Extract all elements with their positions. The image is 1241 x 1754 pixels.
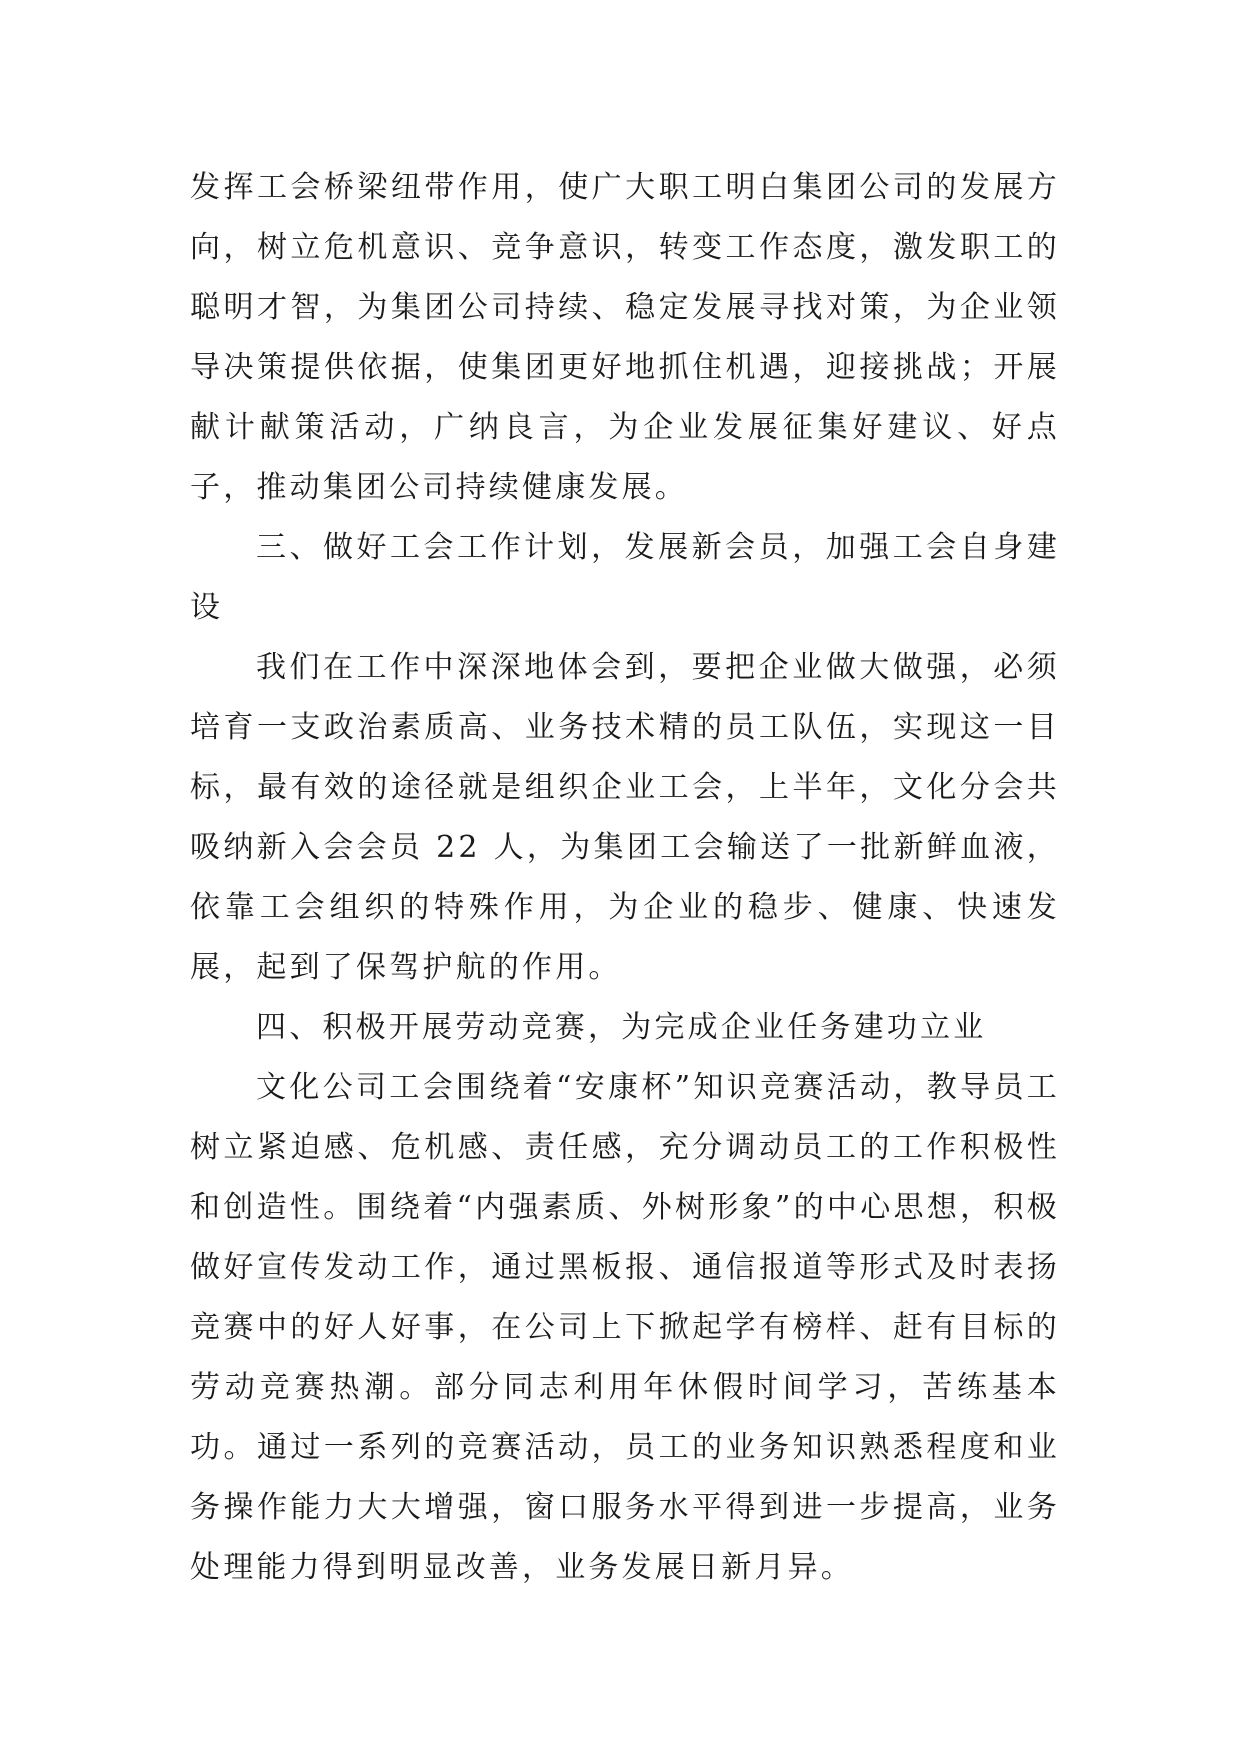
paragraph-section-four: 文化公司工会围绕着“安康杯”知识竞赛活动，教导员工树立紧迫感、危机感、责任感，充分调动员工的工作积极性和创造性。围绕着“内强素质、外树形象”的中心思想，积极做好宣传发动工作，通过黑板报、通信报道等形式及时表扬竞赛中的好人好事，在公司上下掀起学有榜样、赶有目标的劳动竞赛热潮。部分同志利用年休假时间学习，苦练基本功。通过一系列的竞赛活动，员工的业务知识熟悉程度和业务操作能力大大增强，窗口服务水平得到进一步提高，业务处理能力得到明显改善，业务发展日新月异。 — [190, 1070, 1060, 1585]
document-body — [190, 158, 1060, 1598]
section-heading-three: 三、做好工会工作计划，发展新会员，加强工会自身建设 — [190, 530, 1060, 625]
paragraph-section-three: 我们在工作中深深地体会到，要把企业做大做强，必须培育一支政治素质高、业务技术精的员工队伍，实现这一目标，最有效的途径就是组织企业工会，上半年，文化分会共吸纳新入会会员 22 人，为集团工会输送了一批新鲜血液，依靠工会组织的特殊作用，为企业的稳步、健康、快速发展，起到了保驾护航的作用。 — [190, 650, 1060, 985]
section-heading-four: 四、积极开展劳动竞赛，为完成企业任务建功立业 — [256, 1010, 987, 1045]
paragraph-continuation: 发挥工会桥梁纽带作用，使广大职工明白集团公司的发展方向，树立危机意识、竞争意识，转变工作态度，激发职工的聪明才智，为集团公司持续、稳定发展寻找对策，为企业领导决策提供依据，使集团更好地抓住机遇，迎接挑战；开展献计献策活动，广纳良言，为企业发展征集好建议、好点子，推动集团公司持续健康发展。 — [190, 170, 1060, 505]
